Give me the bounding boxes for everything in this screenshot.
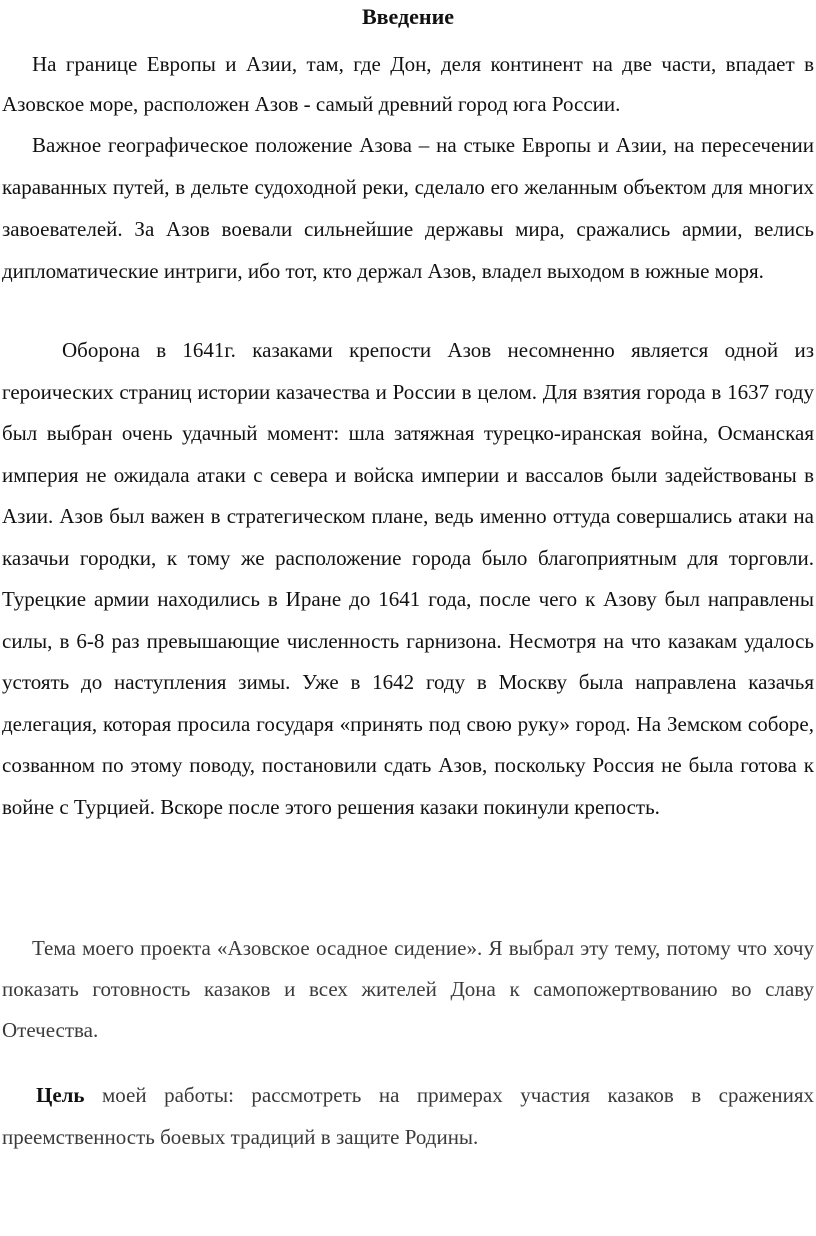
paragraph-project-topic: Тема моего проекта «Азовское осадное сидение». Я выбрал эту тему, потому что хочу показать готовность казаков и всех жителей Дона к самопожертвованию во славу Отечества. xyxy=(2,936,814,1042)
paragraph-defense-history: Оборона в 1641г. казаками крепости Азов несомненно является одной из героических страниц истории казачества и России в целом. Для взятия города в 1637 году был выбран очень удачный момент: шла затяжная турецко-иранская война, Османская империя не ожидала атаки с севера и войска империи и вассалов были задействованы в Азии. Азов был важен в стратегическом плане, ведь именно оттуда совершались атаки на казачьи городки, к тому же расположение города было благоприятным для торговли. Турецкие армии находились в Иране до 1641 года, после чего к Азову был направлены силы, в 6-8 раз превышающие численность гарнизона. Несмотря на что казакам удалось устоять до наступления зимы. Уже в 1642 году в Москву была направлена казачья делегация, которая просила государя «принять под свою руку» город. На Земском соборе, созванном по этому поводу, постановили сдать Азов, поскольку Россия не была готова к войне с Турцией. Вскоре после этого решения казаки покинули крепость. xyxy=(2,338,814,819)
paragraph-intro: На границе Европы и Азии, там, где Дон, деля континент на две части, впадает в Азовское море, расположен Азов - самый древний город юга России. xyxy=(2,52,814,116)
paragraph-geography: Важное географическое положение Азова – на стыке Европы и Азии, на пересечении караванных путей, в дельте судоходной реки, сделало его желанным объектом для многих завоевателей. За Азов воевали сильнейшие державы мира, сражались армии, велись дипломатические интриги, ибо тот, кто держал Азов, владел выходом в южные моря. xyxy=(2,133,814,283)
page-title: Введение xyxy=(361,4,455,29)
paragraph-goal xyxy=(2,1074,814,1158)
goal-text: моей работы: рассмотреть на примерах участия казаков в сражениях преемственность боевых традиций в защите Родины. xyxy=(2,1083,814,1149)
goal-lead-word: Цель xyxy=(36,1083,85,1107)
